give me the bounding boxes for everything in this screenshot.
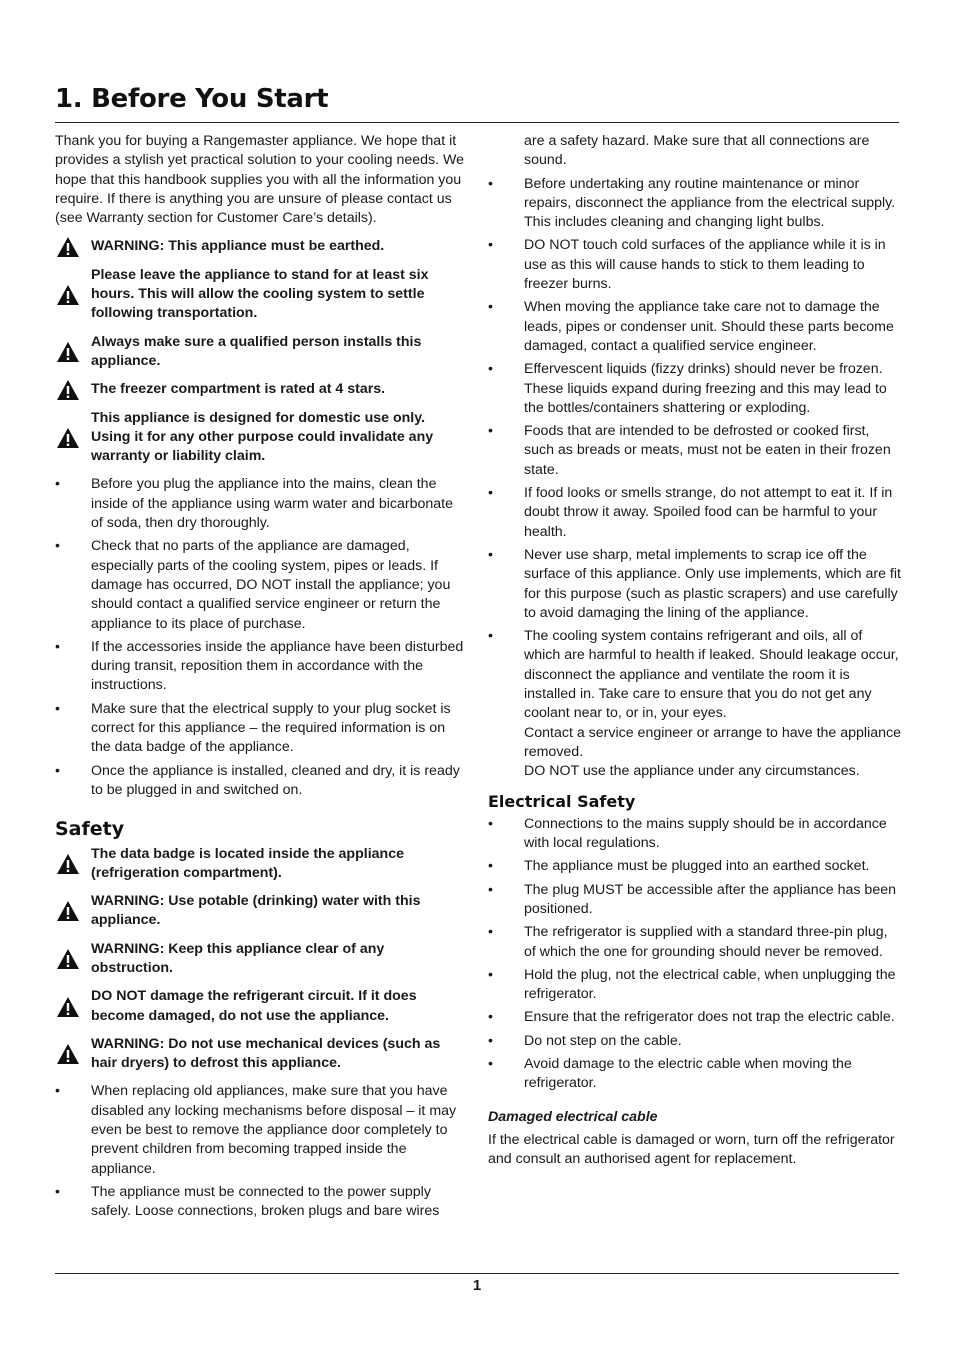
warning-triangle-icon [56,284,80,306]
warning-text: This appliance is designed for domestic use only. Using it for any other purpose could invalidate any warranty or liability claim. [91,409,434,465]
warning-text: WARNING: Use potable (drinking) water with this appliance. [91,893,421,929]
damaged-cable-text: If the electrical cable is damaged or worn, turn off the refrigerator and consult an authorised agent for replacement. [488,1131,895,1168]
warning-item [55,266,467,324]
warning-item [55,940,467,979]
list-item: • If the accessories inside the appliance have been disturbed during transit, reposition them in accordance with the instructions. [55,638,467,696]
warning-text: WARNING: This appliance must be earthed. [91,238,385,255]
warning-triangle-icon [56,427,80,449]
warning-item [55,333,467,372]
bullets-top [55,475,467,800]
safety-heading: Safety [55,818,125,841]
safety-bullets-continued [488,175,902,782]
warnings-top [55,237,467,466]
warning-triangle-icon [56,996,80,1018]
warning-triangle-icon [56,341,80,363]
warning-triangle-icon [56,379,80,401]
warning-text: The freezer compartment is rated at 4 stars. [91,381,386,398]
intro-paragraph: Thank you for buying a Rangemaster appliance. We hope that it provides a stylish yet practical solution to your cooling needs. We hope that this handbook supplies you with all the information you require. If there is anything you are unsure of please contact us (see Warranty section for Customer Care’s details). [55,133,465,227]
warning-item [55,1035,467,1074]
list-item: • The plug MUST be accessible after the appliance has been positioned. [488,881,902,920]
list-item: • Never use sharp, metal implements to scrap ice off the surface of this appliance. Only use implements, which are fit for this purpose (such as plastic scrapers) and use carefully to avoid damaging the lining of the appliance. [488,546,902,623]
warning-item [55,845,467,884]
list-item: • Connections to the mains supply should be in accordance with local regulations. [488,815,902,854]
list-item: • If food looks or smells strange, do not attempt to eat it. If in doubt throw it away. Spoiled food can be harmful to your health. [488,484,902,542]
warning-triangle-icon [56,900,80,922]
warning-item [55,409,467,467]
list-item: • The cooling system contains refrigerant and oils, all of which are harmful to health if leaked. Should leakage occur, disconnect the appliance and ventilate the room it is installed in. Take care to ensure that you do not get any coolant near to, or in, your eyes. Contact a service engineer or arrange to have the appliance removed. DO NOT use the appliance under any circumstances. [488,627,902,781]
list-item: • Before you plug the appliance into the mains, clean the inside of the appliance using warm water and bicarbonate of soda, then dry thoroughly. [55,475,467,533]
list-item: • The refrigerator is supplied with a standard three-pin plug, of which the one for grounding should never be removed. [488,923,902,962]
list-item: • Effervescent liquids (fizzy drinks) should never be frozen. These liquids expand during freezing and this may lead to the bottles/containers shattering or exploding. [488,360,902,418]
warning-text: The data badge is located inside the appliance (refrigeration compartment). [91,845,404,881]
list-item: • Avoid damage to the electric cable when moving the refrigerator. [488,1055,902,1094]
warning-text: DO NOT damage the refrigerant circuit. If it does become damaged, do not use the appliance. [91,988,417,1024]
title-divider [55,122,899,123]
list-item: • Do not step on the cable. [488,1032,902,1051]
warning-triangle-icon [56,1043,80,1065]
warning-item [55,237,467,256]
warning-text: WARNING: Do not use mechanical devices (such as hair dryers) to defrost this appliance. [91,1035,441,1072]
electrical-bullets [488,815,902,1094]
safety-bullets [55,1082,467,1221]
warning-text: Always make sure a qualified person installs this appliance. [91,333,422,369]
list-item: • Foods that are intended to be defrosted or cooked first, such as breads or meats, must not be eaten in their frozen state. [488,422,902,480]
warning-item [55,987,467,1026]
warning-text: Please leave the appliance to stand for at least six hours. This will allow the cooling system to settle following transportation. [91,266,429,322]
list-item: • Ensure that the refrigerator does not trap the electric cable. [488,1008,902,1027]
page-number: 1 [472,1277,482,1294]
warning-text: WARNING: Keep this appliance clear of any obstruction. [91,940,385,976]
footer-divider [55,1273,899,1274]
electrical-safety-heading: Electrical Safety [488,791,636,811]
safety-warnings [55,845,467,1074]
left-column [55,132,467,1226]
page-title: 1. Before You Start [55,84,329,114]
list-item: • The appliance must be connected to the power supply safely. Loose connections, broken plugs and bare wires [55,1183,467,1222]
list-item: • The appliance must be plugged into an earthed socket. [488,857,902,876]
warning-triangle-icon [56,948,80,970]
warning-item [55,380,467,399]
damaged-cable-heading: Damaged electrical cable [488,1108,658,1125]
list-item: • Once the appliance is installed, cleaned and dry, it is ready to be plugged in and switched on. [55,762,467,801]
list-item: • Hold the plug, not the electrical cable, when unplugging the refrigerator. [488,966,902,1005]
right-column [488,132,902,1170]
warning-item [55,892,467,931]
list-item: • Make sure that the electrical supply to your plug socket is correct for this appliance – the required information is on the data badge of the appliance. [55,700,467,758]
warning-triangle-icon [56,853,80,875]
continued-text: are a safety hazard. Make sure that all connections are sound. [524,133,870,169]
list-item: • When moving the appliance take care not to damage the leads, pipes or condenser unit. Should these parts become damaged, contact a qualified service engineer. [488,298,902,356]
list-item: • DO NOT touch cold surfaces of the appliance while it is in use as this will cause hands to stick to them leading to freezer burns. [488,236,902,294]
list-item: • Check that no parts of the appliance are damaged, especially parts of the cooling system, pipes or leads. If damage has occurred, DO NOT install the appliance; you should contact a qualified service engineer or return the appliance to its place of purchase. [55,537,467,633]
list-item: • Before undertaking any routine maintenance or minor repairs, disconnect the appliance from the electrical supply. This includes cleaning and changing light bulbs. [488,175,902,233]
list-item: • When replacing old appliances, make sure that you have disabled any locking mechanisms before disposal – it may even be best to remove the appliance door completely to prevent children from becoming trapped inside the appliance. [55,1082,467,1178]
warning-triangle-icon [56,236,80,258]
